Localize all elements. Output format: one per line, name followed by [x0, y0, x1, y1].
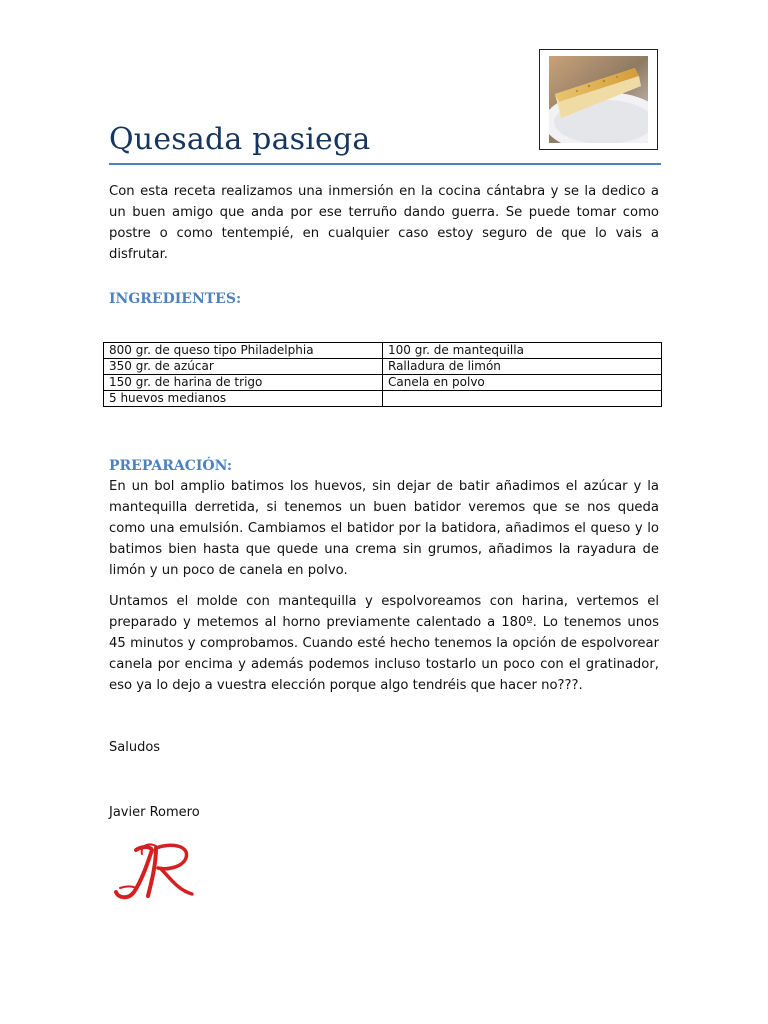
ingredients-heading: INGREDIENTES: — [109, 291, 242, 307]
preparation-paragraph: En un bol amplio batimos los huevos, sin dejar de batir añadimos el azúcar y la mantequilla derretida, si tenemos un buen batidor veremos que se nos queda como una emulsión. Cambiamos el batidor por la batidora, añadimos el queso y lo batimos bien hasta que quede una crema sin grumos, añadimos la rayadura de limón y un poco de canela en polvo. — [109, 479, 659, 578]
table-row — [104, 391, 662, 407]
ingredient-cell: 350 gr. de azúcar — [104, 359, 383, 375]
ingredient-cell: 800 gr. de queso tipo Philadelphia — [104, 343, 383, 359]
ingredient-cell: Ralladura de limón — [383, 359, 662, 375]
ingredient-cell — [383, 391, 662, 407]
cheesecake-slice-photo — [549, 56, 648, 143]
jr-signature-logo — [112, 840, 196, 904]
ingredient-cell: 150 gr. de harina de trigo — [104, 375, 383, 391]
title-underline — [109, 163, 661, 165]
ingredients-table — [103, 342, 662, 407]
ingredient-cell: 100 gr. de mantequilla — [383, 343, 662, 359]
table-row — [104, 343, 662, 359]
table-row — [104, 375, 662, 391]
preparation-paragraph: Untamos el molde con mantequilla y espolvoreamos con harina, vertemos el preparado y metemos al horno previamente calentado a 180º. Lo tenemos unos 45 minutos y comprobamos. Cuando esté hecho tenemos la opción de espolvorear canela por encima y además podemos incluso tostarlo un poco con el gratinador, eso ya lo dejo a vuestra elección porque algo tendréis que hacer no???. — [109, 594, 659, 693]
author-name: Javier Romero — [109, 805, 200, 820]
table-row — [104, 359, 662, 375]
page-title: Quesada pasiega — [109, 122, 371, 157]
recipe-photo-frame — [539, 49, 658, 150]
ingredient-cell: Canela en polvo — [383, 375, 662, 391]
closing-text: Saludos — [109, 740, 161, 755]
intro-paragraph: Con esta receta realizamos una inmersión en la cocina cántabra y se la dedico a un buen amigo que anda por ese terruño dando guerra. Se puede tomar como postre o como tentempié, en cualquier caso estoy seguro de que lo vais a disfrutar. — [109, 184, 659, 262]
preparation-heading: PREPARACIÓN: — [109, 458, 233, 474]
ingredient-cell: 5 huevos medianos — [104, 391, 383, 407]
